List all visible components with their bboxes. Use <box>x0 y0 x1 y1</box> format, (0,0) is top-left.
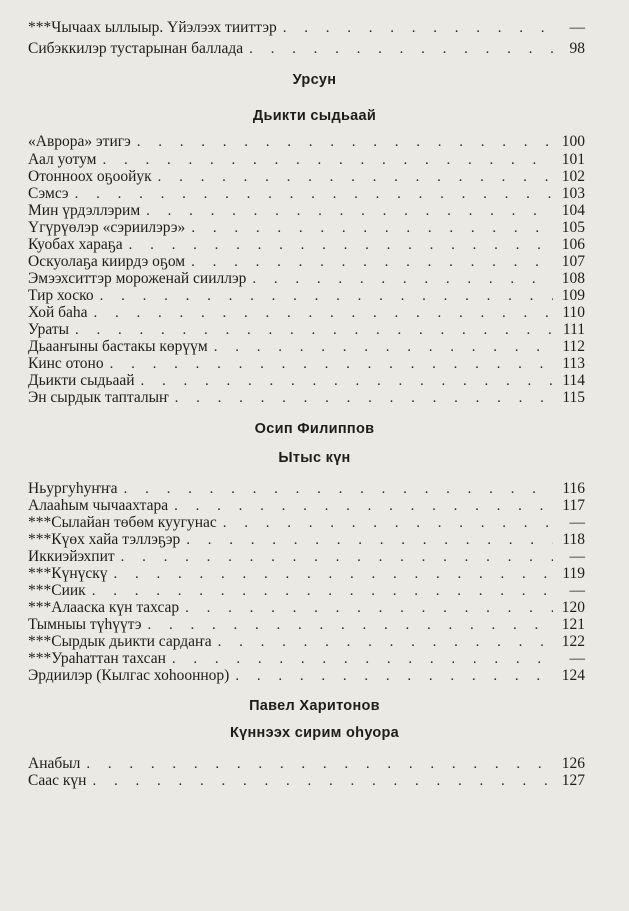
entry-page: — <box>569 19 585 36</box>
toc-entry <box>28 168 585 185</box>
dot-leader <box>129 237 553 254</box>
entry-title: Хой баһа <box>28 304 88 321</box>
toc-entry <box>28 497 585 514</box>
entry-title: Дьааҥыны бастакы көрүүм <box>28 338 208 355</box>
dot-leader <box>191 254 553 271</box>
toc-entry <box>28 531 585 548</box>
entry-page: 114 <box>562 372 585 389</box>
entry-page: 109 <box>561 287 585 304</box>
entry-page: 126 <box>561 755 585 772</box>
entry-page: 120 <box>561 599 585 616</box>
dot-leader <box>174 498 553 515</box>
entry-title: Тир хоско <box>28 287 94 304</box>
book-heading: Күннээх сирим оһуора <box>229 725 400 741</box>
toc-entry <box>28 755 585 772</box>
book-heading: Дьикти сыдьаай <box>252 108 377 124</box>
toc-entry <box>28 253 585 270</box>
toc-entry <box>28 616 585 633</box>
entry-page: 108 <box>561 270 585 287</box>
entry-title: Ньургуһуҥҥа <box>28 480 118 497</box>
entry-page: 122 <box>561 633 585 650</box>
entry-title: ***Күөх хайа тэллэҕэр <box>28 531 181 548</box>
toc-entry <box>28 355 585 372</box>
entry-title: Оскуолаҕа киирдэ оҕом <box>28 253 186 270</box>
dot-leader <box>94 305 553 322</box>
entry-title: Эн сырдык тапталыҥ <box>28 389 169 406</box>
entry-title: Сибэккилэр тустарынан баллада <box>28 40 244 57</box>
dot-leader <box>186 532 553 549</box>
author-heading: Павел Харитонов <box>249 698 380 714</box>
entry-page: 113 <box>562 355 585 372</box>
dot-leader <box>137 134 553 151</box>
dot-leader <box>283 20 553 37</box>
entry-page: 124 <box>561 667 585 684</box>
entry-title: Ураты <box>28 321 70 338</box>
toc-entry <box>28 133 585 150</box>
toc-entry <box>28 270 585 287</box>
entry-title: Аал уотум <box>28 151 97 168</box>
entry-title: Кинс отоно <box>28 355 104 372</box>
entry-title: ***Сиик <box>28 582 86 599</box>
entry-title: ***Сырдык дьикти сардаҥа <box>28 633 212 650</box>
entry-title: ***Күнүскү <box>28 565 108 582</box>
dot-leader <box>252 271 553 288</box>
entry-page: 118 <box>562 531 585 548</box>
author-heading: Урсун <box>292 72 337 88</box>
toc-entry <box>28 236 585 253</box>
entry-title: Отонноох оҕоойук <box>28 168 152 185</box>
entry-page: 111 <box>562 321 585 338</box>
entry-page: — <box>569 548 585 565</box>
entry-page: 107 <box>561 253 585 270</box>
toc-entry <box>28 582 585 599</box>
toc-entry <box>28 514 585 531</box>
entry-page: 117 <box>562 497 585 514</box>
dot-leader <box>121 549 553 566</box>
entry-title: Куобах хараҕа <box>28 236 123 253</box>
entry-title: Эрдиилэр (Кылгас хоһооннор) <box>28 667 230 684</box>
toc-entry <box>28 151 585 168</box>
dot-leader <box>148 617 553 634</box>
toc-entry <box>28 633 585 650</box>
entry-title: Алааһым чычаахтара <box>28 497 169 514</box>
entry-title: Анабыл <box>28 755 81 772</box>
dot-leader <box>146 203 553 220</box>
toc-entry <box>28 548 585 565</box>
entry-page: 119 <box>562 565 585 582</box>
toc-entry <box>28 304 585 321</box>
entry-page: — <box>569 514 585 531</box>
entry-page: 98 <box>569 40 585 57</box>
toc-entry <box>28 202 585 219</box>
toc-entry <box>28 772 585 789</box>
entry-title: «Аврора» этигэ <box>28 133 131 150</box>
book-heading: Ытыс күн <box>278 450 351 466</box>
author-heading: Осип Филиппов <box>254 421 375 437</box>
entry-page: 115 <box>562 389 585 406</box>
toc-entry <box>28 667 585 684</box>
entry-page: 104 <box>561 202 585 219</box>
toc-entry <box>28 19 585 36</box>
entry-title: Эмээхситтэр мороженай сииллэр <box>28 270 247 287</box>
entry-page: 116 <box>562 480 585 497</box>
dot-leader <box>100 288 553 305</box>
dot-leader <box>86 756 553 773</box>
toc-entry <box>28 389 585 406</box>
entry-page: 112 <box>562 338 585 355</box>
entry-page: 103 <box>561 185 585 202</box>
entry-page: 101 <box>561 151 585 168</box>
toc-entry <box>28 565 585 582</box>
entry-title: Мин үрдэллэрим <box>28 202 141 219</box>
entry-title: Тымныы түһүүтэ <box>28 616 142 633</box>
dot-leader <box>175 390 553 407</box>
entry-title: ***Чычаах ыллыыр. Үйэлээх тииттэр <box>28 19 277 36</box>
dot-leader <box>185 600 553 617</box>
entry-page: 121 <box>561 616 585 633</box>
dot-leader <box>114 566 553 583</box>
dot-leader <box>191 220 553 237</box>
entry-title: Саас күн <box>28 772 87 789</box>
toc-entry <box>28 40 585 57</box>
dot-leader <box>124 481 553 498</box>
dot-leader <box>223 515 553 532</box>
dot-leader <box>235 668 553 685</box>
entry-page: 106 <box>561 236 585 253</box>
toc-entry <box>28 287 585 304</box>
dot-leader <box>249 41 553 58</box>
dot-leader <box>158 169 553 186</box>
entry-title: ***Сылайан төбөм куугунас <box>28 514 217 531</box>
toc-entry <box>28 372 585 389</box>
dot-leader <box>218 634 553 651</box>
entry-title: ***Ураһаттан тахсан <box>28 650 166 667</box>
entry-title: Үгүрүөлэр «сэриилэрэ» <box>28 219 186 236</box>
entry-title: ***Алааска күн тахсар <box>28 599 180 616</box>
dot-leader <box>141 373 553 390</box>
entry-page: 102 <box>561 168 585 185</box>
dot-leader <box>75 322 553 339</box>
entry-page: — <box>569 650 585 667</box>
entry-page: 110 <box>562 304 585 321</box>
entry-title: Дьикти сыдьаай <box>28 372 135 389</box>
entry-page: 100 <box>561 133 585 150</box>
dot-leader <box>92 773 553 790</box>
toc-entry <box>28 480 585 497</box>
dot-leader <box>172 651 553 668</box>
dot-leader <box>110 356 553 373</box>
toc-entry <box>28 338 585 355</box>
dot-leader <box>102 152 553 169</box>
entry-title: Иккиэйэхпит <box>28 548 115 565</box>
dot-leader <box>92 583 553 600</box>
dot-leader <box>214 339 553 356</box>
toc-entry <box>28 650 585 667</box>
toc-entry <box>28 219 585 236</box>
entry-title: Сэмсэ <box>28 185 69 202</box>
entry-page: 127 <box>561 772 585 789</box>
entry-page: — <box>569 582 585 599</box>
toc-entry <box>28 321 585 338</box>
dot-leader <box>75 186 553 203</box>
toc-entry <box>28 599 585 616</box>
entry-page: 105 <box>561 219 585 236</box>
toc-entry <box>28 185 585 202</box>
